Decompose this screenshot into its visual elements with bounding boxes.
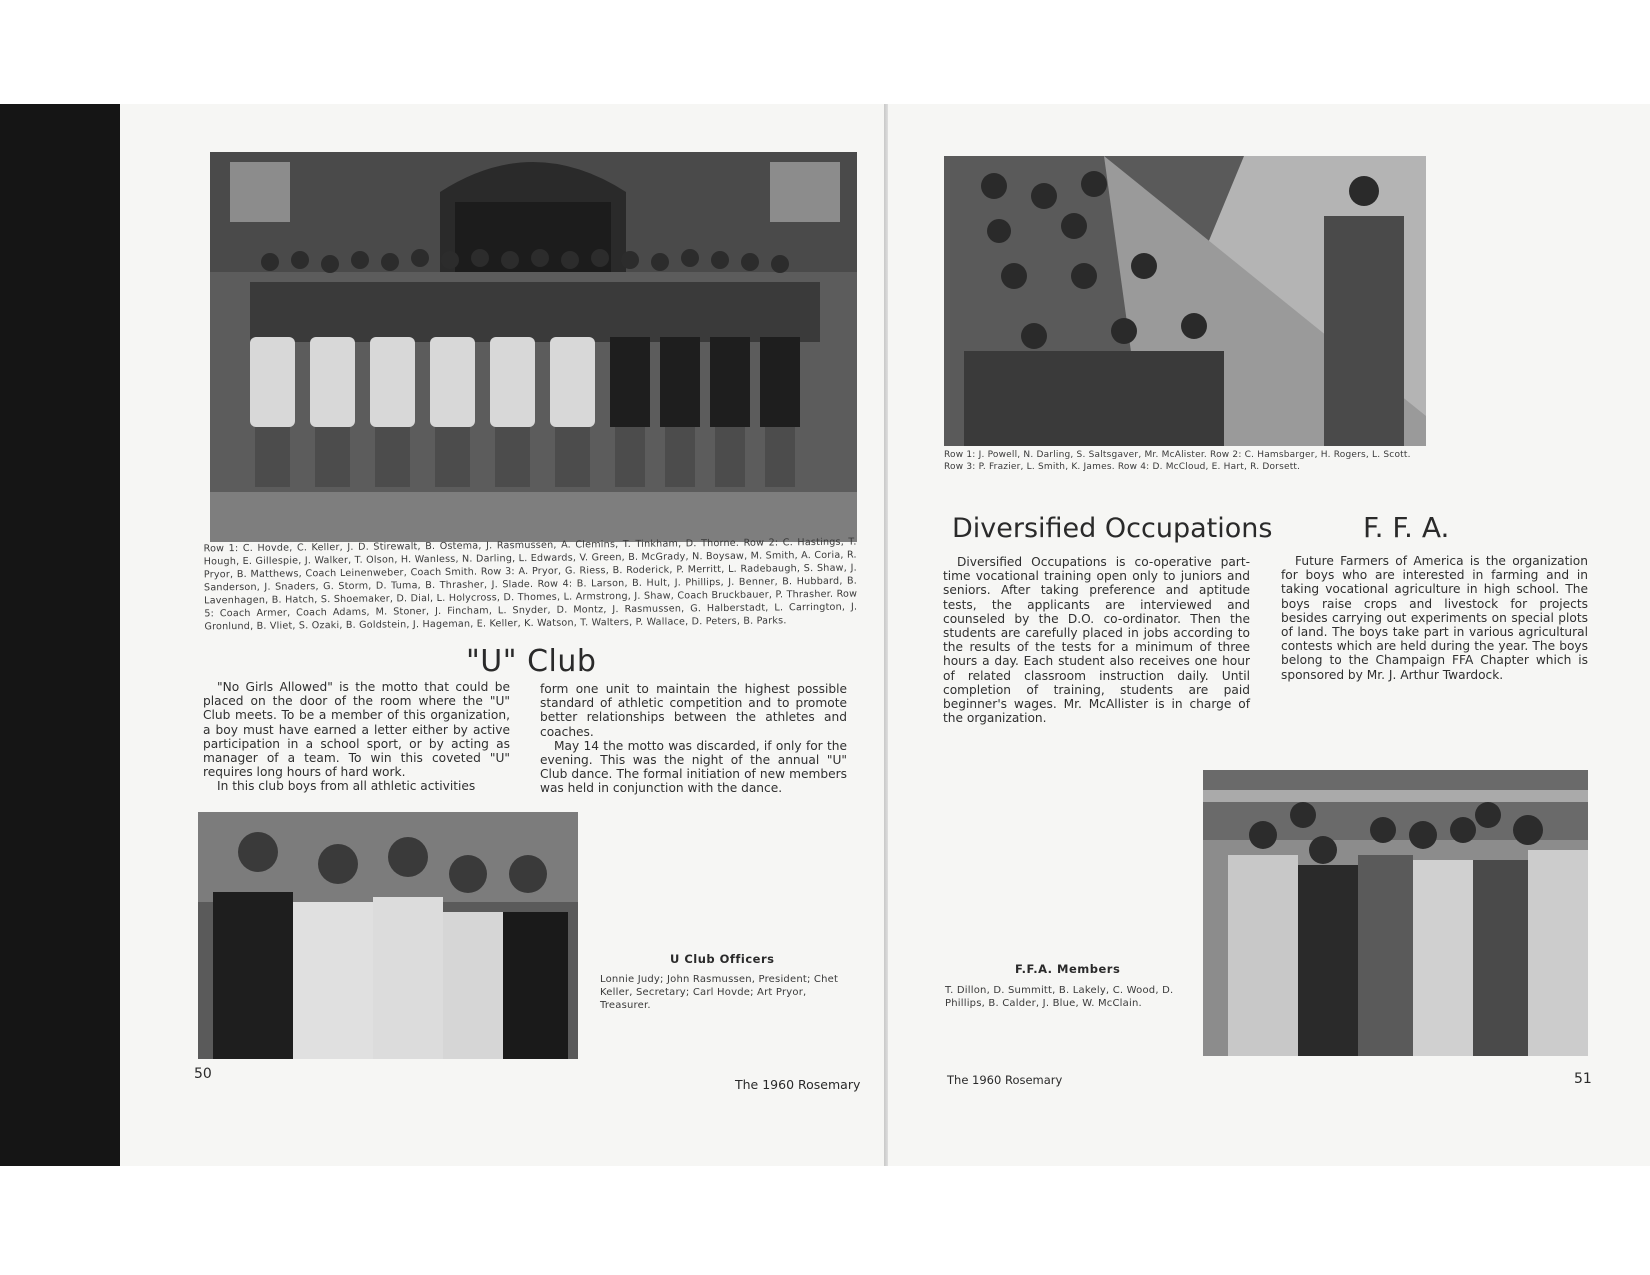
folio-left: The 1960 Rosemary (735, 1077, 861, 1092)
u-club-paragraph-4: May 14 the motto was discarded, if only for the evening. This was the night of the annual "U" Club dance. The formal initiation of new members was held in conjunction with the dance. (540, 738, 847, 796)
diversified-occupations-caption: Row 1: J. Powell, N. Darling, S. Saltsgaver, Mr. McAlister. Row 2: C. Hamsbarger, H. Rogers, L. Scott. Row 3: P. Frazier, L. Smith, K. James. Row 4: D. McCloud, E. Hart, R. Dorsett. (944, 450, 1411, 472)
ffa-members-caption: T. Dillon, D. Summitt, B. Lakely, C. Wood, D. Phillips, B. Calder, J. Blue, W. McClain. (945, 985, 1174, 1009)
u-club-officers-caption: Lonnie Judy; John Rasmussen, President; Chet Keller, Secretary; Carl Hovde; Art Pryor, Treasurer. (600, 974, 839, 1011)
page-number-left: 50 (194, 1066, 212, 1082)
diversified-occupations-title: Diversified Occupations (952, 513, 1273, 544)
u-club-officers-title: U Club Officers (670, 952, 775, 966)
ffa-title: F. F. A. (1363, 511, 1450, 544)
page-number-right: 51 (1574, 1071, 1592, 1087)
diversified-occupations-photo (944, 156, 1426, 446)
u-club-paragraph-1: "No Girls Allowed" is the motto that could be placed on the door of the room where the "U" Club meets. To be a member of this organization, a boy must have earned a letter either by active participation in a school sport, or by acting as manager of a team. To win this coveted "U" requires long hours of hard work. (203, 680, 510, 780)
ffa-text (1281, 554, 1588, 682)
u-club-title: "U" Club (466, 644, 597, 679)
ffa-paragraph: Future Farmers of America is the organization for boys who are interested in farming and in taking vocational agriculture in high school. The boys raise crops and livestock for projects besides carrying out experiments on special plots of land. The boys take part in various agricultural contests which are held during the year. The boys belong to the Champaign FFA Chapter which is sponsored by Mr. J. Arthur Twardock. (1281, 554, 1588, 682)
diversified-occupations-paragraph: Diversified Occupations is co-operative part-time vocational training open only to juniors and seniors. After taking preference and aptitude tests, the applicants are interviewed and counseled by the D.O. co-ordinator. Then the students are carefully placed in jobs according to the results of the tests for a minimum of three hours a day. Each student also receives one hour of related classroom instruction daily. Until completion of training, students are paid beginner's wages. Mr. McAllister is in charge of the organization. (943, 555, 1250, 726)
ffa-members-title: F.F.A. Members (1015, 962, 1121, 976)
u-club-officers-photo (198, 812, 578, 1059)
u-club-paragraph-3: form one unit to maintain the highest possible standard of athletic competition and to promote better relationships between the athletes and coaches. (540, 682, 847, 739)
u-club-group-caption: Row 1: C. Hovde, C. Keller, J. D. Stirewalt, B. Ostema, J. Rasmussen, A. Clemins, T. Tinkham, D. Thorne. Row 2: C. Hastings, T. Hough, E. Gillespie, J. Walker, T. Olson, H. Wanless, N. Darling, L. Edwards, V. Green, B. McGrady, N. Boysaw, M. Smith, A. Coria, R. Pryor, B. Matthews, Coach Leinenweber, Coach Smith. Row 3: A. Pryor, G. Riess, B. Roderick, P. Merritt, L. Radebaugh, S. Shaw, J. Sanderson, J. Snaders, G. Storm, D. Tuma, B. Thrasher, J. Slade. Row 4: B. Larson, B. Hult, J. Phillips, J. Benner, B. Hubbard, B. Lavenhagen, B. Hatch, S. Shoemaker, D. Dial, L. Holycross, D. Thomes, L. Armstrong, J. Shaw, Coach Bruckbauer, P. Thrasher. Row 5: Coach Armer, Coach Adams, M. Stoner, J. Fincham, L. Snyder, D. Montz, J. Rasmussen, G. Halberstadt, L. Carrington, J. Gronlund, B. Vliet, S. Ozaki, B. Goldstein, J. Hageman, E. Keller, K. Watson, T. Walters, P. Wallace, D. Peters, B. Parks. (203, 536, 858, 633)
u-club-column-1 (203, 680, 510, 794)
u-club-group-photo (210, 152, 857, 542)
diversified-occupations-text (943, 555, 1250, 725)
u-club-column-2 (540, 682, 847, 796)
u-club-paragraph-2: In this club boys from all athletic activities (217, 779, 476, 794)
ffa-members-photo (1203, 770, 1588, 1056)
folio-right: The 1960 Rosemary (947, 1073, 1063, 1087)
